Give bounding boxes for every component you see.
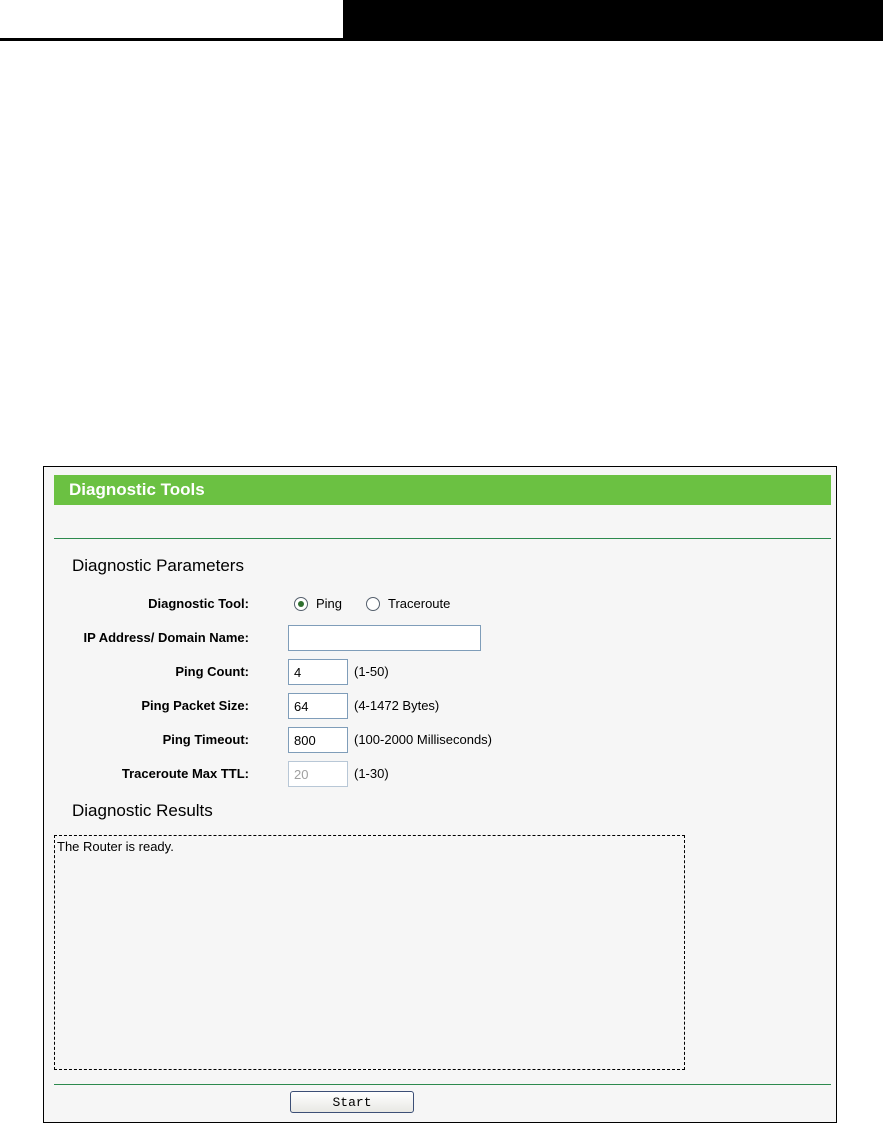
ip-address-input[interactable]	[288, 625, 481, 651]
document-header	[0, 0, 883, 42]
header-rule	[0, 38, 883, 41]
ip-address-row	[44, 625, 824, 651]
panel-title: Diagnostic Tools	[54, 475, 831, 505]
diagnostic-tools-panel	[43, 466, 837, 1123]
results-heading: Diagnostic Results	[72, 801, 213, 820]
header-black-bar	[343, 0, 883, 38]
traceroute-max-ttl-input	[288, 761, 348, 787]
ping-count-hint: (1-50)	[354, 664, 389, 679]
ping-timeout-hint: (100-2000 Milliseconds)	[354, 732, 493, 747]
ping-packet-size-hint: (4-1472 Bytes)	[354, 698, 440, 713]
ping-count-label: Ping Count:	[175, 664, 249, 679]
start-button[interactable]: Start	[290, 1091, 414, 1113]
divider-bottom	[54, 1084, 831, 1085]
ping-timeout-input[interactable]	[288, 727, 348, 753]
traceroute-max-ttl-label: Traceroute Max TTL:	[121, 766, 249, 781]
ip-address-label: IP Address/ Domain Name:	[83, 630, 249, 645]
parameters-heading: Diagnostic Parameters	[72, 556, 244, 575]
ping-packet-size-label: Ping Packet Size:	[141, 698, 249, 713]
divider-top	[54, 538, 831, 539]
diagnostic-tool-row	[44, 591, 824, 617]
ping-packet-size-input[interactable]	[288, 693, 348, 719]
traceroute-max-ttl-hint: (1-30)	[354, 766, 389, 781]
results-text: The Router is ready.	[57, 839, 174, 854]
ping-count-input[interactable]	[288, 659, 348, 685]
diagnostic-tool-label: Diagnostic Tool:	[148, 596, 249, 611]
ping-timeout-label: Ping Timeout:	[162, 732, 249, 747]
ping-radio-label[interactable]: Ping	[316, 596, 343, 611]
diagnostic-results-box	[54, 835, 685, 1070]
ping-count-row	[44, 659, 824, 685]
ping-packet-size-row	[44, 693, 824, 719]
traceroute-radio[interactable]	[366, 597, 380, 611]
ping-radio[interactable]	[294, 597, 308, 611]
ping-timeout-row	[44, 727, 824, 753]
traceroute-max-ttl-row	[44, 761, 824, 787]
traceroute-radio-label[interactable]: Traceroute	[388, 596, 451, 611]
